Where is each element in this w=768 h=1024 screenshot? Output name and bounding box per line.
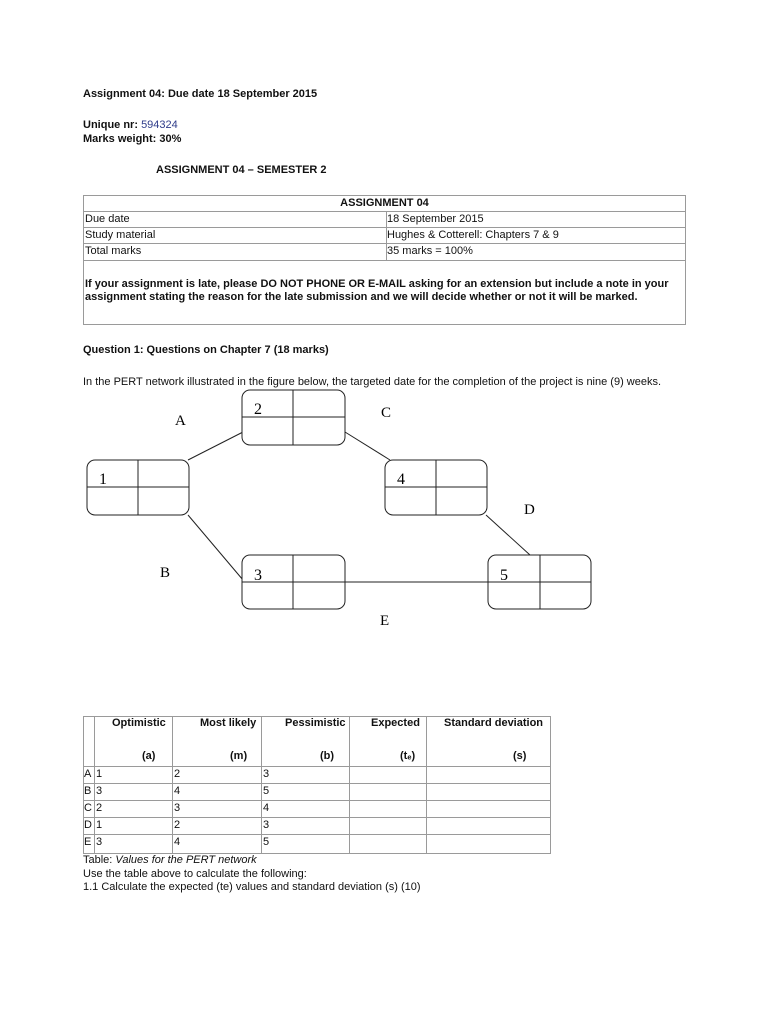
col-symbol-s: (s) [513,750,527,762]
most-likely-cell: 4 [174,836,181,848]
pert-node-3 [242,555,345,609]
col-header-expected: Expected [371,717,420,729]
pert-node-2 [242,390,345,445]
info-row-due-date [84,212,685,228]
most-likely-cell: 4 [174,785,181,797]
most-likely-cell: 2 [174,819,181,831]
semester-title: ASSIGNMENT 04 – SEMESTER 2 [156,164,327,176]
question-1-1: 1.1 Calculate the expected (te) values and standard deviation (s) (10) [83,881,421,893]
node-number: 1 [99,471,107,488]
table-caption-title: Values for the PERT network [115,854,257,866]
activity-label-d: D [524,502,535,518]
unique-number-label: Unique nr: [83,119,138,131]
pert-network-diagram [60,385,700,635]
activity-cell: D [84,819,92,831]
activity-label-c: C [381,405,392,421]
edge-1-2 [188,432,243,460]
late-submission-note: If your assignment is late, please DO NOT PHONE OR E-MAIL asking for an extension but include a note in your assignment stating the reason for the late submission and we will decide whether or not it will be marked. [85,278,669,303]
activity-cell: C [84,802,92,814]
table-caption-prefix: Table: [83,854,116,866]
assignment-due-line: Assignment 04: Due date 18 September 2015 [83,88,318,100]
pessimistic-cell: 5 [263,836,270,848]
edge-2-4 [345,432,390,460]
assignment-info-table [83,195,686,325]
optimistic-cell: 1 [96,768,103,780]
edge-1-3 [188,515,243,580]
node-number: 4 [397,471,405,488]
pert-node-1 [87,460,189,515]
info-table-title-row [84,196,685,212]
pessimistic-cell: 3 [263,768,270,780]
unique-number-line [83,119,178,131]
col-symbol-te: (tₑ) [400,750,416,762]
activity-label-a: A [175,413,186,429]
col-symbol-m: (m) [230,750,248,762]
info-label: Study material [84,228,387,243]
table-caption [83,854,257,866]
optimistic-cell: 3 [96,785,103,797]
unique-number-value: 594324 [141,119,178,131]
activity-cell: E [84,836,92,848]
activity-label-e: E [380,613,390,629]
pert-node-4 [385,460,487,515]
info-value: 35 marks = 100% [387,245,473,257]
most-likely-cell: 3 [174,802,181,814]
info-row-study-material [84,228,685,244]
col-symbol-a: (a) [142,750,156,762]
pessimistic-cell: 5 [263,785,270,797]
pert-node-5 [488,555,591,609]
question-1-heading: Question 1: Questions on Chapter 7 (18 marks) [83,344,329,356]
pert-values-table [83,716,551,854]
optimistic-cell: 1 [96,819,103,831]
info-value: 18 September 2015 [387,213,484,225]
marks-weight: Marks weight: 30% [83,133,182,145]
edge-4-5 [486,515,530,555]
activity-cell: B [84,785,92,797]
info-label: Total marks [84,244,387,260]
activity-cell: A [84,768,92,780]
optimistic-cell: 2 [96,802,103,814]
activity-label-b: B [160,565,171,581]
most-likely-cell: 2 [174,768,181,780]
col-header-most-likely: Most likely [200,717,257,729]
col-header-pessimistic: Pessimistic [285,717,346,729]
col-header-standard-deviation: Standard deviation [444,717,544,729]
col-header-optimistic: Optimistic [112,717,166,729]
question-1-intro: In the PERT network illustrated in the figure below, the targeted date for the completion of the project is nine (9) weeks. [83,376,662,388]
node-number: 3 [254,567,262,584]
col-symbol-b: (b) [320,750,335,762]
node-number: 2 [254,401,262,418]
optimistic-cell: 3 [96,836,103,848]
info-value: Hughes & Cotterell: Chapters 7 & 9 [387,229,559,241]
table-instruction: Use the table above to calculate the following: [83,868,307,880]
info-table-title: ASSIGNMENT 04 [340,197,429,209]
info-label: Due date [84,212,387,227]
pessimistic-cell: 3 [263,819,270,831]
info-row-total-marks [84,244,685,261]
pessimistic-cell: 4 [263,802,270,814]
node-number: 5 [500,567,508,584]
